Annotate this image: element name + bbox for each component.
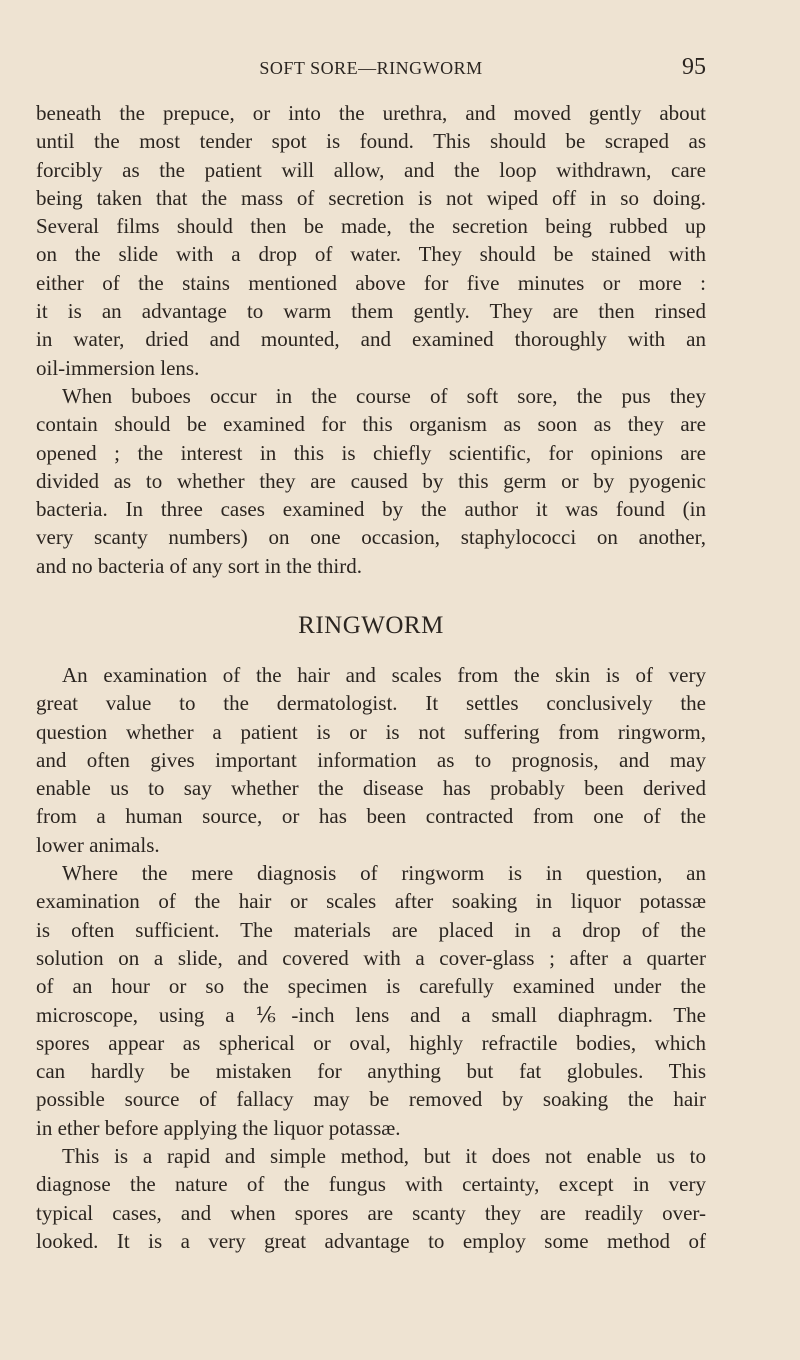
text-line: enable us to say whether the disease has probably been derived [36, 776, 706, 801]
text-line: possible source of fallacy may be removed by soaking the hair [36, 1087, 706, 1112]
text-line: and no bacteria of any sort in the third. [36, 553, 362, 578]
text-line: An examination of the hair and scales from the skin is of very [62, 663, 706, 687]
text-line: until the most tender spot is found. This should be scraped as [36, 129, 706, 154]
text-line: from a human source, or has been contracted from one of the [36, 804, 706, 829]
text-line: This is a rapid and simple method, but it does not enable us to [62, 1144, 706, 1169]
text-line: spores appear as spherical or oval, highly refractile bodies, which [36, 1030, 706, 1055]
text-line: opened ; the interest in this is chiefly scientific, for opinions are [36, 440, 706, 465]
paragraph [36, 859, 706, 1142]
text-line: solution on a slide, and covered with a cover-glass ; after a quarter [36, 945, 706, 970]
text-line: in ether before applying the liquor potassæ. [36, 1115, 401, 1140]
text-line: forcibly as the patient will allow, and the loop withdrawn, care [36, 157, 706, 182]
page-number: 95 [682, 54, 706, 80]
paragraph [36, 382, 706, 580]
section-heading: RINGWORM [298, 612, 444, 639]
text-line: microscope, using a ⅙-inch lens and a small diaphragm. The [36, 1002, 706, 1027]
text-line: being taken that the mass of secretion is not wiped off in so doing. [36, 185, 706, 210]
page-header [36, 56, 706, 82]
text-line: can hardly be mistaken for anything but fat globules. This [36, 1059, 706, 1084]
text-line: Several films should then be made, the secretion being rubbed up [36, 214, 706, 239]
text-line: on the slide with a drop of water. They should be stained with [36, 242, 706, 267]
text-line: it is an advantage to warm them gently. They are then rinsed [36, 299, 706, 324]
text-line: typical cases, and when spores are scanty they are readily over- [36, 1200, 706, 1225]
text-line: very scanty numbers) on one occasion, staphylococci on another, [36, 525, 706, 550]
text-line: question whether a patient is or is not suffering from ringworm, [36, 719, 706, 744]
text-line: oil-immersion lens. [36, 355, 200, 380]
text-line: examination of the hair or scales after soaking in liquor potassæ [36, 889, 706, 914]
text-line: beneath the prepuce, or into the urethra, and moved gently about [36, 101, 706, 125]
text-line: either of the stains mentioned above for five minutes or more : [36, 270, 706, 295]
paragraph [36, 661, 706, 859]
text-line: is often sufficient. The materials are placed in a drop of the [36, 917, 706, 942]
running-head: SOFT SORE—RINGWORM [259, 58, 483, 78]
paragraph [36, 1142, 706, 1255]
section-ringworm [36, 661, 706, 1255]
text-line: looked. It is a very great advantage to employ some method of [36, 1228, 706, 1253]
text-line: diagnose the nature of the fungus with certainty, except in very [36, 1172, 706, 1197]
text-line: and often gives important information as to prognosis, and may [36, 747, 706, 772]
text-line: of an hour or so the specimen is carefully examined under the [36, 974, 706, 999]
text-line: bacteria. In three cases examined by the author it was found (in [36, 497, 706, 522]
text-line: in water, dried and mounted, and examined thoroughly with an [36, 327, 706, 352]
text-line: Where the mere diagnosis of ringworm is in question, an [62, 861, 706, 886]
text-line: When buboes occur in the course of soft sore, the pus they [62, 383, 706, 408]
text-line: contain should be examined for this organism as soon as they are [36, 412, 706, 437]
text-line: divided as to whether they are caused by this germ or by pyogenic [36, 468, 706, 493]
text-line: great value to the dermatologist. It settles conclusively the [36, 691, 706, 716]
paragraph [36, 99, 706, 382]
text-line: lower animals. [36, 832, 160, 857]
section-soft-sore [36, 99, 706, 580]
